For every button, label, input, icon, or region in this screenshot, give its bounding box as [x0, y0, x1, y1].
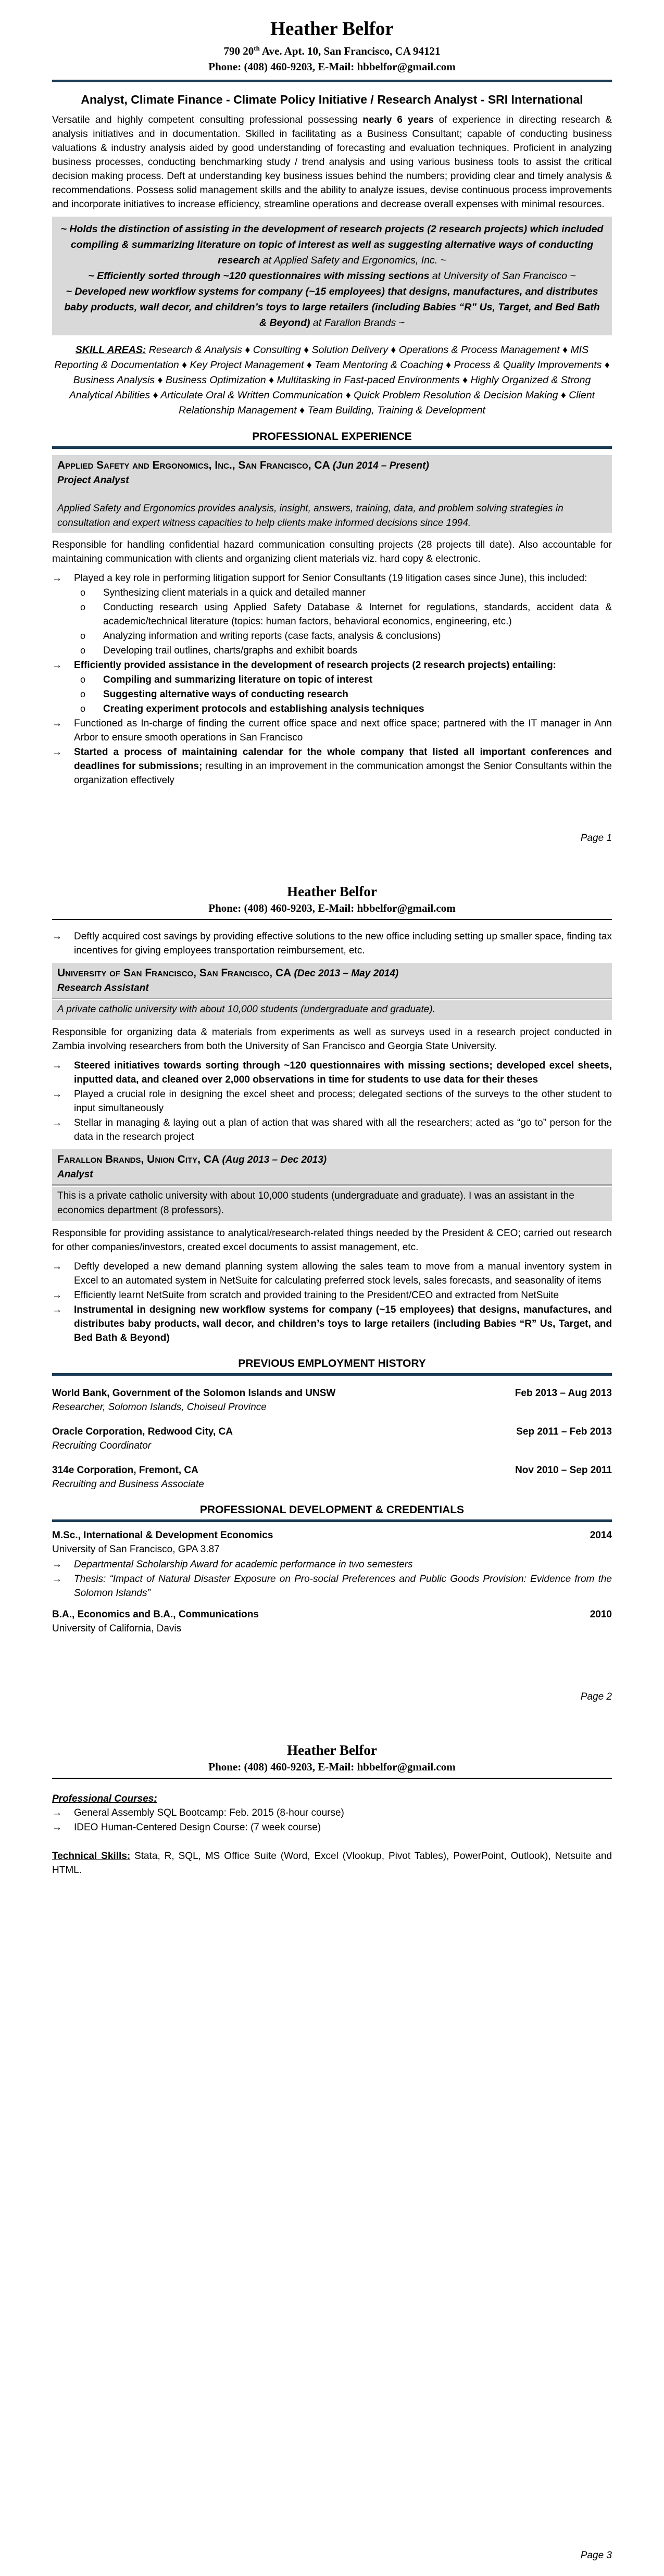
employment-dates: Feb 2013 – Aug 2013 — [515, 1388, 612, 1399]
contact-line: Phone: (408) 460-9203, E-Mail: hbbelfor@gmail.com — [208, 60, 456, 73]
company-description: This is a private catholic university with about 10,000 students (undergraduate and graduate). I was an assistant in the economics department (8 professors). — [52, 1187, 612, 1221]
bullet-item — [52, 745, 612, 787]
technical-skills-label: Technical Skills: — [52, 1851, 131, 1862]
bullet-normal: Functioned as In-charge of finding the current office space and next office space; partnered with the IT manager in Ann Arbor to ensure smooth operations in San Francisco — [74, 718, 612, 743]
bullet-item — [52, 1820, 612, 1834]
sub-bullet-item — [52, 600, 612, 629]
bullet-normal: Developing trail outlines, charts/graphs and exhibit boards — [103, 645, 357, 656]
degree-row — [52, 1607, 612, 1622]
circle-bullet-icon: o — [80, 645, 86, 656]
bullet-bold: Steered initiatives towards sorting through ~120 questionnaires with missing sections; developed excel sheets, inputted data, and cleaned over 2,000 observations in time for students to use data for their theses — [74, 1060, 612, 1085]
previous-job-entry — [52, 1386, 612, 1414]
bullet-text — [74, 929, 612, 958]
bullet-normal: Efficiently learnt NetSuite from scratch and provided training to the President/CEO and extracted from NetSuite — [74, 1290, 559, 1301]
role-intro: Responsible for organizing data & materials from experiments as well as surveys used in a research project conducted in Zambia involving researchers from both the University of San Francisco and Georgia State University. — [52, 1027, 612, 1052]
sub-bullet-text — [103, 600, 612, 629]
skill-areas-label: SKILL AREAS: — [75, 344, 146, 356]
bullet-list — [52, 1806, 612, 1834]
arrow-bullet-icon: → — [52, 1807, 62, 1818]
bullet-normal: Played a key role in performing litigation support for Senior Consultants (19 litigation cases since June), this included: — [74, 573, 587, 584]
degree-row — [52, 1528, 612, 1542]
bullet-text — [74, 658, 612, 672]
education-entry — [52, 1607, 612, 1636]
bullet-normal: Played a crucial role in designing the excel sheet and process; delegated sections of the surveys to the other student to input simultaneously — [74, 1089, 612, 1114]
summary-text: Versatile and highly competent consulting professional possessing — [52, 115, 363, 125]
sub-bullet-item — [52, 644, 612, 658]
bullet-text — [74, 1260, 612, 1288]
bullet-text — [74, 1116, 612, 1144]
school-name: University of San Francisco, GPA 3.87 — [52, 1544, 220, 1555]
circle-bullet-icon: o — [80, 602, 86, 612]
employment-dates: Sep 2011 – Feb 2013 — [516, 1426, 612, 1437]
bullet-bold: Compiling and summarizing literature on topic of interest — [103, 674, 373, 685]
job-role: Recruiting Coordinator — [52, 1440, 152, 1451]
company-name: Farallon Brands, Union City, CA — [57, 1153, 220, 1165]
sub-bullet-text — [103, 702, 612, 716]
bullet-item — [52, 1806, 612, 1820]
summary-bold-text: nearly 6 years — [362, 115, 434, 125]
previous-job-row — [52, 1386, 612, 1400]
bullet-text — [74, 1303, 612, 1345]
circle-bullet-icon: o — [80, 631, 86, 641]
bullet-item — [52, 1087, 612, 1115]
highlight-bold: ~ Holds the distinction of assisting in the development of research projects (2 research projects) which included compiling & summarizing literature on topic of interest as well as suggesting alternative ways of conducting research — [60, 223, 604, 266]
page-number: Page 2 — [580, 1691, 612, 1702]
continuation-header — [52, 859, 612, 916]
bullet-item — [52, 717, 612, 745]
skill-areas — [52, 343, 612, 418]
address-line — [52, 41, 612, 59]
company-name: University of San Francisco, San Francisco, CA — [57, 967, 292, 979]
company-description: Applied Safety and Ergonomics provides analysis, insight, answers, training, data, and problem solving strategies in consultation and expert witness capacities to help clients make informed decisions since 1994. — [57, 503, 563, 529]
sub-bullet-text — [103, 644, 612, 658]
bullet-normal: Thesis: “Impact of Natural Disaster Exposure on Pro-social Preferences and Public Goods Provision: Evidence from the Solomon Islands” — [74, 1574, 612, 1599]
summary-text-rest: of experience in directing research & analysis initiatives and in documentation. Skilled in facilitating as a Business Consultant; capable of conducting business valuations & industry analysis aided by good understanding of forecasting and evaluation techniques. Proficient in analyzing business processes, conducting benchmarking study / trend analysis and using various business tools to assist the critical decision making process. Deft at understanding key business issues behind the numbers; providing clear and timely analysis & recommendations. Possess solid management skills and the ability to analyze issues, devise continuous process improvements and incorporate initiatives to increase efficiency, streamline operations and decrease overall expenses with minimal resources. — [52, 115, 612, 210]
previous-job-entry — [52, 1463, 612, 1491]
previous-job-row — [52, 1425, 612, 1439]
arrow-bullet-icon: → — [52, 747, 62, 758]
bullet-normal: Deftly developed a new demand planning system allowing the sales team to move from a manual inventory system in Excel to an automated system in NetSuite for calculating preferred stock levels, sales forecasts, and seasonality of items — [74, 1261, 612, 1286]
highlight-tail: at Farallon Brands ~ — [310, 317, 405, 329]
job-title: Research Assistant — [57, 983, 149, 994]
spacer — [52, 687, 76, 701]
sub-bullet-text — [103, 629, 612, 643]
section-previous-employment: PREVIOUS EMPLOYMENT HISTORY — [238, 1358, 426, 1369]
arrow-bullet-icon: → — [52, 1089, 62, 1100]
degree-name: M.Sc., International & Development Economics — [52, 1530, 273, 1541]
spacer — [52, 586, 76, 600]
company-line — [57, 458, 607, 473]
bullet-list — [52, 929, 612, 958]
sub-bullet-item — [52, 687, 612, 701]
bullet-text — [74, 1557, 612, 1572]
company-description: A private catholic university with about 10,000 students (undergraduate and graduate). — [52, 1000, 612, 1020]
employment-dates: (Dec 2013 – May 2014) — [294, 968, 399, 979]
employment-dates: (Aug 2013 – Dec 2013) — [222, 1154, 327, 1165]
arrow-bullet-icon: → — [52, 1117, 62, 1128]
section-divider — [52, 1519, 612, 1522]
highlight-bold: ~ Developed new workflow systems for company (~15 employees) that designs, manufactures, and distributes baby products, wall decor, and children’s toys to large retailers (including Babies “R” Us, Target, and Bed Bath & Beyond) — [64, 286, 600, 329]
arrow-bullet-icon: → — [52, 931, 62, 942]
employment-dates: Nov 2010 – Sep 2011 — [515, 1465, 612, 1476]
section-professional-development: PROFESSIONAL DEVELOPMENT & CREDENTIALS — [199, 1504, 465, 1516]
bullet-text: General Assembly SQL Bootcamp: Feb. 2015 (8-hour course) — [74, 1807, 344, 1818]
bullet-bold: Efficiently provided assistance in the development of research projects (2 research projects) entailing: — [74, 660, 557, 671]
page-number: Page 1 — [580, 833, 612, 844]
bullet-list — [52, 1557, 612, 1600]
highlight-tail: at Applied Safety and Ergonomics, Inc. ~ — [260, 255, 446, 266]
bullet-text — [74, 1059, 612, 1087]
bullet-item — [52, 1557, 612, 1572]
arrow-bullet-icon: → — [52, 1822, 62, 1833]
highlight-bold: ~ Efficiently sorted through ~120 questionnaires with missing sections — [88, 270, 430, 282]
sub-bullet-item — [52, 629, 612, 643]
continuation-header — [52, 1717, 612, 1775]
organization-name: Oracle Corporation, Redwood City, CA — [52, 1426, 233, 1437]
circle-bullet-icon: o — [80, 587, 86, 598]
bullet-bold: Creating experiment protocols and establishing analysis techniques — [103, 703, 424, 714]
address-superscript: th — [254, 44, 260, 52]
header-divider — [52, 80, 612, 82]
header-divider — [52, 1778, 612, 1779]
school-name: University of California, Davis — [52, 1623, 182, 1634]
bullet-item — [52, 1260, 612, 1288]
circle-bullet-icon: o — [80, 674, 86, 685]
bullet-item — [52, 1288, 612, 1302]
bullet-item — [52, 1303, 612, 1345]
role-intro: Responsible for providing assistance to analytical/research-related things needed by the President & CEO; carried out research for other companies/investors, created excel documents to assist management, etc. — [52, 1228, 612, 1253]
arrow-bullet-icon: → — [52, 718, 62, 729]
experience-header-farallon — [52, 1149, 612, 1186]
experience-header-usf — [52, 963, 612, 999]
degree-year: 2010 — [590, 1609, 612, 1620]
highlight-tail: at University of San Francisco ~ — [429, 270, 576, 282]
job-role: Recruiting and Business Associate — [52, 1479, 204, 1490]
circle-bullet-icon: o — [80, 703, 86, 714]
spacer — [52, 702, 76, 716]
page-1 — [0, 0, 664, 859]
sub-bullet-item — [52, 586, 612, 600]
technical-skills-text: Stata, R, SQL, MS Office Suite (Word, Excel (Vlookup, Pivot Tables), PowerPoint, Outlook), Netsuite and HTML. — [52, 1851, 612, 1876]
arrow-bullet-icon: → — [52, 1574, 62, 1585]
bullet-item — [52, 571, 612, 585]
contact-line: Phone: (408) 460-9203, E-Mail: hbbelfor@gmail.com — [208, 902, 456, 914]
bullet-item — [52, 1572, 612, 1600]
company-line — [57, 1152, 607, 1167]
role-intro: Responsible for handling confidential hazard communication consulting projects (28 projects till date). Also accountable for maintaining communication with clients and organizing client materials viz. hard copy & electronic. — [52, 539, 612, 564]
page-number: Page 3 — [580, 2550, 612, 2561]
arrow-bullet-icon: → — [52, 1290, 62, 1301]
sub-bullet-text — [103, 687, 612, 701]
bullet-normal: Conducting research using Applied Safety Database & Internet for regulations, standards, accident data & academic/technical literature (topics: human factors, behavioral economics, engineering, etc.) — [103, 602, 612, 627]
bullet-normal: resulting in an improvement in the communication amongst the Senior Consultants within the organization effectively — [74, 761, 612, 786]
job-title: Analyst — [57, 1169, 93, 1180]
spacer — [52, 673, 76, 687]
arrow-bullet-icon: → — [52, 1304, 62, 1315]
bullet-normal: Departmental Scholarship Award for academic performance in two semesters — [74, 1559, 413, 1570]
circle-bullet-icon: o — [80, 689, 86, 699]
bullet-text: IDEO Human-Centered Design Course: (7 week course) — [74, 1822, 321, 1833]
previous-job-row — [52, 1463, 612, 1477]
person-name: Heather Belfor — [287, 884, 377, 899]
job-title: Project Analyst — [57, 475, 129, 486]
sub-bullet-item — [52, 702, 612, 716]
degree-year: 2014 — [590, 1530, 612, 1541]
resume-header — [52, 0, 612, 74]
highlight-item — [60, 221, 604, 268]
arrow-bullet-icon: → — [52, 1261, 62, 1272]
person-name: Heather Belfor — [270, 18, 394, 40]
arrow-bullet-icon: → — [52, 1060, 62, 1071]
bullet-text — [74, 717, 612, 745]
page-2 — [0, 859, 664, 1717]
section-professional-experience: PROFESSIONAL EXPERIENCE — [252, 431, 412, 443]
bullet-normal: Synthesizing client materials in a quick and detailed manner — [103, 587, 366, 598]
sub-bullet-item — [52, 673, 612, 687]
spacer — [57, 488, 607, 501]
bullet-item — [52, 658, 612, 672]
address-text: 790 20 — [223, 45, 254, 57]
spacer — [52, 644, 76, 658]
header-divider — [52, 919, 612, 920]
arrow-bullet-icon: → — [52, 660, 62, 671]
bullet-normal: Stellar in managing & laying out a plan of action that was shared with all the researchers; acted as “go to” person for the data in the research project — [74, 1117, 612, 1142]
bullet-item — [52, 1116, 612, 1144]
technical-skills-paragraph — [52, 1849, 612, 1877]
education-entry — [52, 1528, 612, 1600]
skill-areas-list: Research & Analysis ♦ Consulting ♦ Solution Delivery ♦ Operations & Process Management ♦ MIS Reporting & Documentation ♦ Key Project Management ♦ Team Mentoring & Coaching ♦ Process & Quality Improvements ♦ Business Analysis ♦ Business Optimization ♦ Multitasking in Fast-paced Environments ♦ Highly Organized & Strong Analytical Abilities ♦ Articulate Oral & Written Communication ♦ Quick Problem Resolution & Decision Making ♦ Client Relationship Management ♦ Team Building, Training & Development — [54, 344, 610, 416]
organization-name: World Bank, Government of the Solomon Islands and UNSW — [52, 1388, 336, 1399]
company-name: Applied Safety and Ergonomics, Inc., San Francisco, CA — [57, 459, 330, 471]
bullet-text — [74, 1572, 612, 1600]
bullet-list — [52, 571, 612, 787]
organization-name: 314e Corporation, Fremont, CA — [52, 1465, 198, 1476]
section-divider — [52, 446, 612, 449]
section-divider — [52, 1373, 612, 1376]
bullet-item — [52, 1059, 612, 1087]
bullet-normal: Deftly acquired cost savings by providing effective solutions to the new office including setting up smaller space, finding tax incentives for giving employees transportation reimbursement, etc. — [74, 931, 612, 956]
experience-header-applied-safety — [52, 455, 612, 533]
sub-bullet-text — [103, 673, 612, 687]
bullet-item — [52, 929, 612, 958]
spacer — [52, 629, 76, 643]
person-name: Heather Belfor — [287, 1742, 377, 1758]
bullet-list — [52, 1059, 612, 1144]
arrow-bullet-icon: → — [52, 573, 62, 584]
bullet-list — [52, 1260, 612, 1345]
spacer — [52, 600, 76, 629]
page-3 — [0, 1717, 664, 2576]
previous-job-entry — [52, 1425, 612, 1453]
arrow-bullet-icon: → — [52, 1559, 62, 1570]
summary-paragraph — [52, 113, 612, 211]
bullet-bold: Suggesting alternative ways of conducting research — [103, 689, 348, 700]
courses-label: Professional Courses: — [52, 1793, 157, 1804]
professional-courses-block — [52, 1793, 612, 1834]
sub-bullet-text — [103, 586, 612, 600]
company-line — [57, 966, 607, 981]
target-roles-headline: Analyst, Climate Finance - Climate Policy Initiative / Research Analyst - SRI International — [81, 93, 583, 106]
bullet-bold: Started a process of maintaining calendar for the whole company that listed all important conferences and deadlines for submissions; — [74, 747, 612, 772]
address-text-rest: Ave. Apt. 10, San Francisco, CA 94121 — [259, 45, 441, 57]
degree-name: B.A., Economics and B.A., Communications — [52, 1609, 259, 1620]
bullet-text — [74, 1087, 612, 1115]
job-role: Researcher, Solomon Islands, Choiseul Province — [52, 1402, 267, 1413]
highlight-item — [60, 284, 604, 331]
bullet-text — [74, 1288, 612, 1302]
employment-dates: (Jun 2014 – Present) — [332, 460, 429, 471]
contact-line: Phone: (408) 460-9203, E-Mail: hbbelfor@gmail.com — [208, 1761, 456, 1773]
highlight-item — [60, 268, 604, 284]
bullet-text — [74, 745, 612, 787]
bullet-normal: Analyzing information and writing reports (case facts, analysis & conclusions) — [103, 631, 441, 642]
bullet-text — [74, 571, 612, 585]
bullet-bold: Instrumental in designing new workflow systems for company (~15 employees) that designs, manufactures, and distributes baby products, wall decor, and children’s toys to large retailers (including Babies “R” Us, Target, and Bed Bath & Beyond) — [74, 1304, 612, 1343]
highlights-box — [52, 217, 612, 335]
